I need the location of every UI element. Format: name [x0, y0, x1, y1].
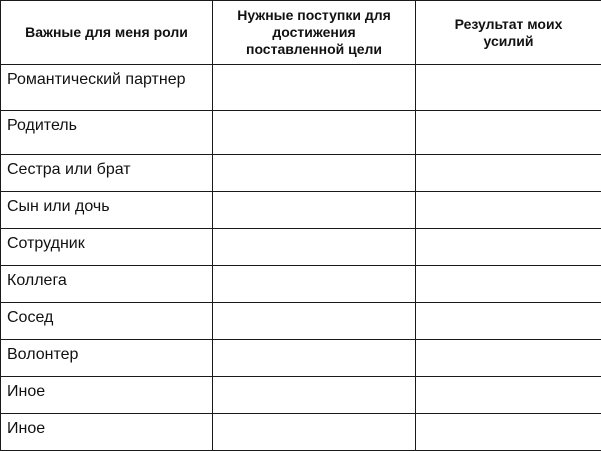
role-cell: Сестра или брат [1, 155, 213, 192]
result-cell[interactable] [416, 266, 601, 303]
result-cell[interactable] [416, 414, 601, 451]
role-cell: Сотрудник [1, 229, 213, 266]
role-cell: Сын или дочь [1, 192, 213, 229]
actions-cell[interactable] [213, 377, 416, 414]
header-actions [213, 1, 416, 65]
role-cell: Иное [1, 414, 213, 451]
table-body [1, 65, 601, 451]
actions-cell[interactable] [213, 155, 416, 192]
actions-cell[interactable] [213, 229, 416, 266]
table-row [1, 340, 601, 377]
header-result [416, 1, 601, 65]
role-cell: Иное [1, 377, 213, 414]
result-cell[interactable] [416, 340, 601, 377]
result-cell[interactable] [416, 192, 601, 229]
table-row [1, 192, 601, 229]
result-cell[interactable] [416, 229, 601, 266]
role-cell: Романтический партнер [1, 65, 213, 111]
header-roles-label: Важные для меня роли [25, 24, 188, 40]
result-cell[interactable] [416, 303, 601, 340]
table-row [1, 229, 601, 266]
actions-cell[interactable] [213, 266, 416, 303]
actions-cell[interactable] [213, 65, 416, 111]
table-row [1, 303, 601, 340]
table-row [1, 65, 601, 111]
result-cell[interactable] [416, 377, 601, 414]
role-cell: Коллега [1, 266, 213, 303]
table-row [1, 111, 601, 155]
role-cell: Родитель [1, 111, 213, 155]
result-cell[interactable] [416, 65, 601, 111]
actions-cell[interactable] [213, 340, 416, 377]
result-cell[interactable] [416, 111, 601, 155]
role-cell: Волонтер [1, 340, 213, 377]
actions-cell[interactable] [213, 111, 416, 155]
actions-cell[interactable] [213, 303, 416, 340]
actions-cell[interactable] [213, 414, 416, 451]
header-row [1, 1, 601, 65]
table-row [1, 266, 601, 303]
table-row [1, 155, 601, 192]
table-header [1, 1, 601, 65]
header-roles [1, 1, 213, 65]
header-result-label: Результат моих усилий [454, 16, 564, 50]
actions-cell[interactable] [213, 192, 416, 229]
header-actions-label: Нужные поступки для достижения поставленной цели [234, 7, 394, 58]
role-cell: Сосед [1, 303, 213, 340]
table-row [1, 414, 601, 451]
result-cell[interactable] [416, 155, 601, 192]
table-row [1, 377, 601, 414]
